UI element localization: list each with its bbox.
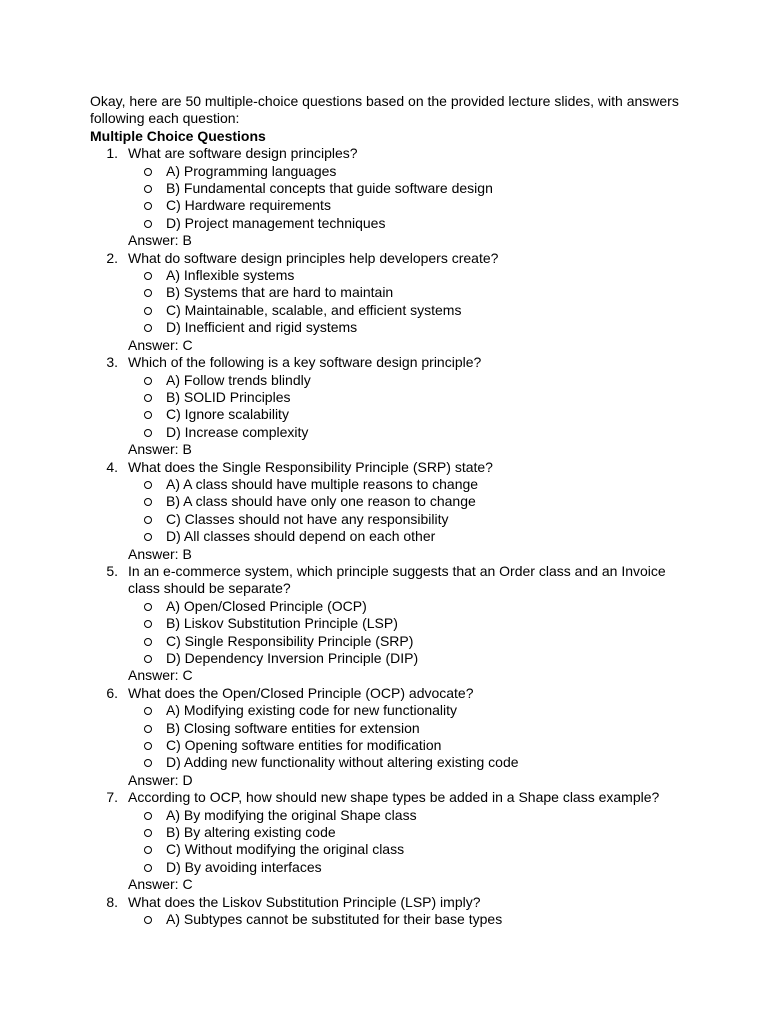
option-item — [90, 476, 690, 493]
question-item — [90, 250, 690, 354]
option-text: C) Ignore scalability — [166, 406, 289, 423]
option-item — [90, 615, 690, 632]
option-item — [90, 824, 690, 841]
option-text: C) Opening software entities for modification — [166, 737, 442, 754]
option-text: C) Without modifying the original class — [166, 841, 405, 858]
answer-line: Answer: B — [128, 545, 192, 562]
section-heading: Multiple Choice Questions — [90, 127, 266, 144]
question-line — [90, 685, 690, 702]
hollow-circle-bullet-icon — [144, 202, 152, 210]
option-list — [90, 598, 690, 668]
hollow-circle-bullet-icon — [144, 411, 152, 419]
option-item — [90, 163, 690, 180]
answer-line: Answer: D — [128, 771, 193, 788]
option-text: C) Maintainable, scalable, and efficient systems — [166, 301, 462, 318]
intro-paragraph: Okay, here are 50 multiple-choice questions based on the provided lecture slides, with answers following each question: — [90, 93, 679, 127]
question-item — [90, 789, 690, 893]
option-text: A) By modifying the original Shape class — [166, 806, 417, 823]
question-text: Which of the following is a key software design principle? — [128, 354, 482, 371]
option-item — [90, 911, 690, 928]
option-item — [90, 807, 690, 824]
option-text: C) Hardware requirements — [166, 197, 331, 214]
option-item — [90, 511, 690, 528]
question-number: 3. — [106, 354, 118, 371]
option-item — [90, 180, 690, 197]
hollow-circle-bullet-icon — [144, 533, 152, 541]
option-item — [90, 528, 690, 545]
option-text: D) All classes should depend on each other — [166, 528, 436, 545]
question-line — [90, 250, 690, 267]
hollow-circle-bullet-icon — [144, 307, 152, 315]
question-number: 7. — [106, 789, 118, 806]
question-line — [90, 789, 690, 806]
question-line — [90, 894, 690, 911]
question-line — [90, 563, 690, 598]
option-list — [90, 702, 690, 772]
hollow-circle-bullet-icon — [144, 324, 152, 332]
hollow-circle-bullet-icon — [144, 916, 152, 924]
option-item — [90, 389, 690, 406]
hollow-circle-bullet-icon — [144, 220, 152, 228]
option-item — [90, 215, 690, 232]
option-text: A) Open/Closed Principle (OCP) — [166, 597, 367, 614]
option-text: D) By avoiding interfaces — [166, 858, 322, 875]
option-list — [90, 476, 690, 546]
option-text: D) Adding new functionality without altering existing code — [166, 754, 519, 771]
question-item — [90, 459, 690, 563]
option-text: A) Programming languages — [166, 162, 337, 179]
option-item — [90, 406, 690, 423]
hollow-circle-bullet-icon — [144, 603, 152, 611]
option-text: B) SOLID Principles — [166, 388, 291, 405]
answer-line: Answer: B — [128, 441, 192, 458]
hollow-circle-bullet-icon — [144, 429, 152, 437]
hollow-circle-bullet-icon — [144, 655, 152, 663]
hollow-circle-bullet-icon — [144, 185, 152, 193]
option-item — [90, 859, 690, 876]
question-number: 1. — [106, 145, 118, 162]
question-text: What does the Liskov Substitution Principle (LSP) imply? — [128, 893, 481, 910]
hollow-circle-bullet-icon — [144, 707, 152, 715]
option-text: B) Liskov Substitution Principle (LSP) — [166, 615, 398, 632]
option-text: B) By altering existing code — [166, 824, 336, 841]
option-list — [90, 267, 690, 337]
option-item — [90, 737, 690, 754]
hollow-circle-bullet-icon — [144, 516, 152, 524]
question-item — [90, 685, 690, 789]
answer-line: Answer: C — [128, 336, 193, 353]
question-line — [90, 459, 690, 476]
option-item — [90, 598, 690, 615]
option-text: A) Follow trends blindly — [166, 371, 311, 388]
option-item — [90, 197, 690, 214]
question-text: What are software design principles? — [128, 145, 358, 162]
hollow-circle-bullet-icon — [144, 168, 152, 176]
answer-line: Answer: B — [128, 232, 192, 249]
hollow-circle-bullet-icon — [144, 638, 152, 646]
hollow-circle-bullet-icon — [144, 742, 152, 750]
option-item — [90, 702, 690, 719]
option-item — [90, 319, 690, 336]
question-text: What does the Single Responsibility Principle (SRP) state? — [128, 458, 493, 475]
hollow-circle-bullet-icon — [144, 620, 152, 628]
option-text: D) Project management techniques — [166, 214, 386, 231]
question-text: What do software design principles help developers create? — [128, 249, 499, 266]
option-item — [90, 424, 690, 441]
option-item — [90, 267, 690, 284]
option-text: B) Closing software entities for extension — [166, 719, 420, 736]
option-item — [90, 720, 690, 737]
option-item — [90, 841, 690, 858]
answer-line: Answer: C — [128, 876, 193, 893]
option-item — [90, 284, 690, 301]
question-item — [90, 354, 690, 458]
option-text: D) Inefficient and rigid systems — [166, 319, 358, 336]
hollow-circle-bullet-icon — [144, 864, 152, 872]
question-number: 4. — [106, 458, 118, 475]
question-text: According to OCP, how should new shape types be added in a Shape class example? — [128, 789, 660, 806]
hollow-circle-bullet-icon — [144, 377, 152, 385]
question-item — [90, 145, 690, 249]
question-text: In an e-commerce system, which principle suggests that an Order class and an Invoice class should be separate? — [128, 562, 666, 597]
question-line — [90, 354, 690, 371]
hollow-circle-bullet-icon — [144, 394, 152, 402]
option-text: B) Systems that are hard to maintain — [166, 284, 394, 301]
option-text: A) Modifying existing code for new functionality — [166, 702, 458, 719]
hollow-circle-bullet-icon — [144, 759, 152, 767]
option-item — [90, 493, 690, 510]
option-text: C) Classes should not have any responsibility — [166, 510, 449, 527]
option-item — [90, 302, 690, 319]
option-list — [90, 372, 690, 442]
option-text: D) Dependency Inversion Principle (DIP) — [166, 650, 419, 666]
document-page — [90, 93, 690, 929]
hollow-circle-bullet-icon — [144, 481, 152, 489]
hollow-circle-bullet-icon — [144, 725, 152, 733]
answer-line: Answer: C — [128, 667, 193, 684]
question-item — [90, 563, 690, 685]
option-list — [90, 911, 690, 928]
option-list — [90, 807, 690, 877]
option-text: A) A class should have multiple reasons to change — [166, 475, 479, 492]
option-text: A) Subtypes cannot be substituted for their base types — [166, 911, 503, 928]
option-text: A) Inflexible systems — [166, 267, 295, 284]
option-text: B) Fundamental concepts that guide software design — [166, 180, 493, 197]
option-item — [90, 372, 690, 389]
question-line — [90, 145, 690, 162]
question-text: What does the Open/Closed Principle (OCP) advocate? — [128, 684, 474, 701]
question-list — [90, 145, 690, 928]
hollow-circle-bullet-icon — [144, 846, 152, 854]
question-number: 5. — [106, 562, 118, 579]
hollow-circle-bullet-icon — [144, 829, 152, 837]
option-list — [90, 163, 690, 233]
hollow-circle-bullet-icon — [144, 812, 152, 820]
option-text: C) Single Responsibility Principle (SRP) — [166, 632, 414, 649]
question-number: 6. — [106, 684, 118, 701]
hollow-circle-bullet-icon — [144, 498, 152, 506]
question-number: 2. — [106, 249, 118, 266]
question-number: 8. — [106, 893, 118, 910]
hollow-circle-bullet-icon — [144, 272, 152, 280]
option-text: B) A class should have only one reason to change — [166, 493, 476, 510]
option-item — [90, 754, 690, 771]
question-item — [90, 894, 690, 929]
option-text: D) Increase complexity — [166, 423, 309, 440]
option-item — [90, 650, 690, 667]
option-item — [90, 633, 690, 650]
hollow-circle-bullet-icon — [144, 289, 152, 297]
